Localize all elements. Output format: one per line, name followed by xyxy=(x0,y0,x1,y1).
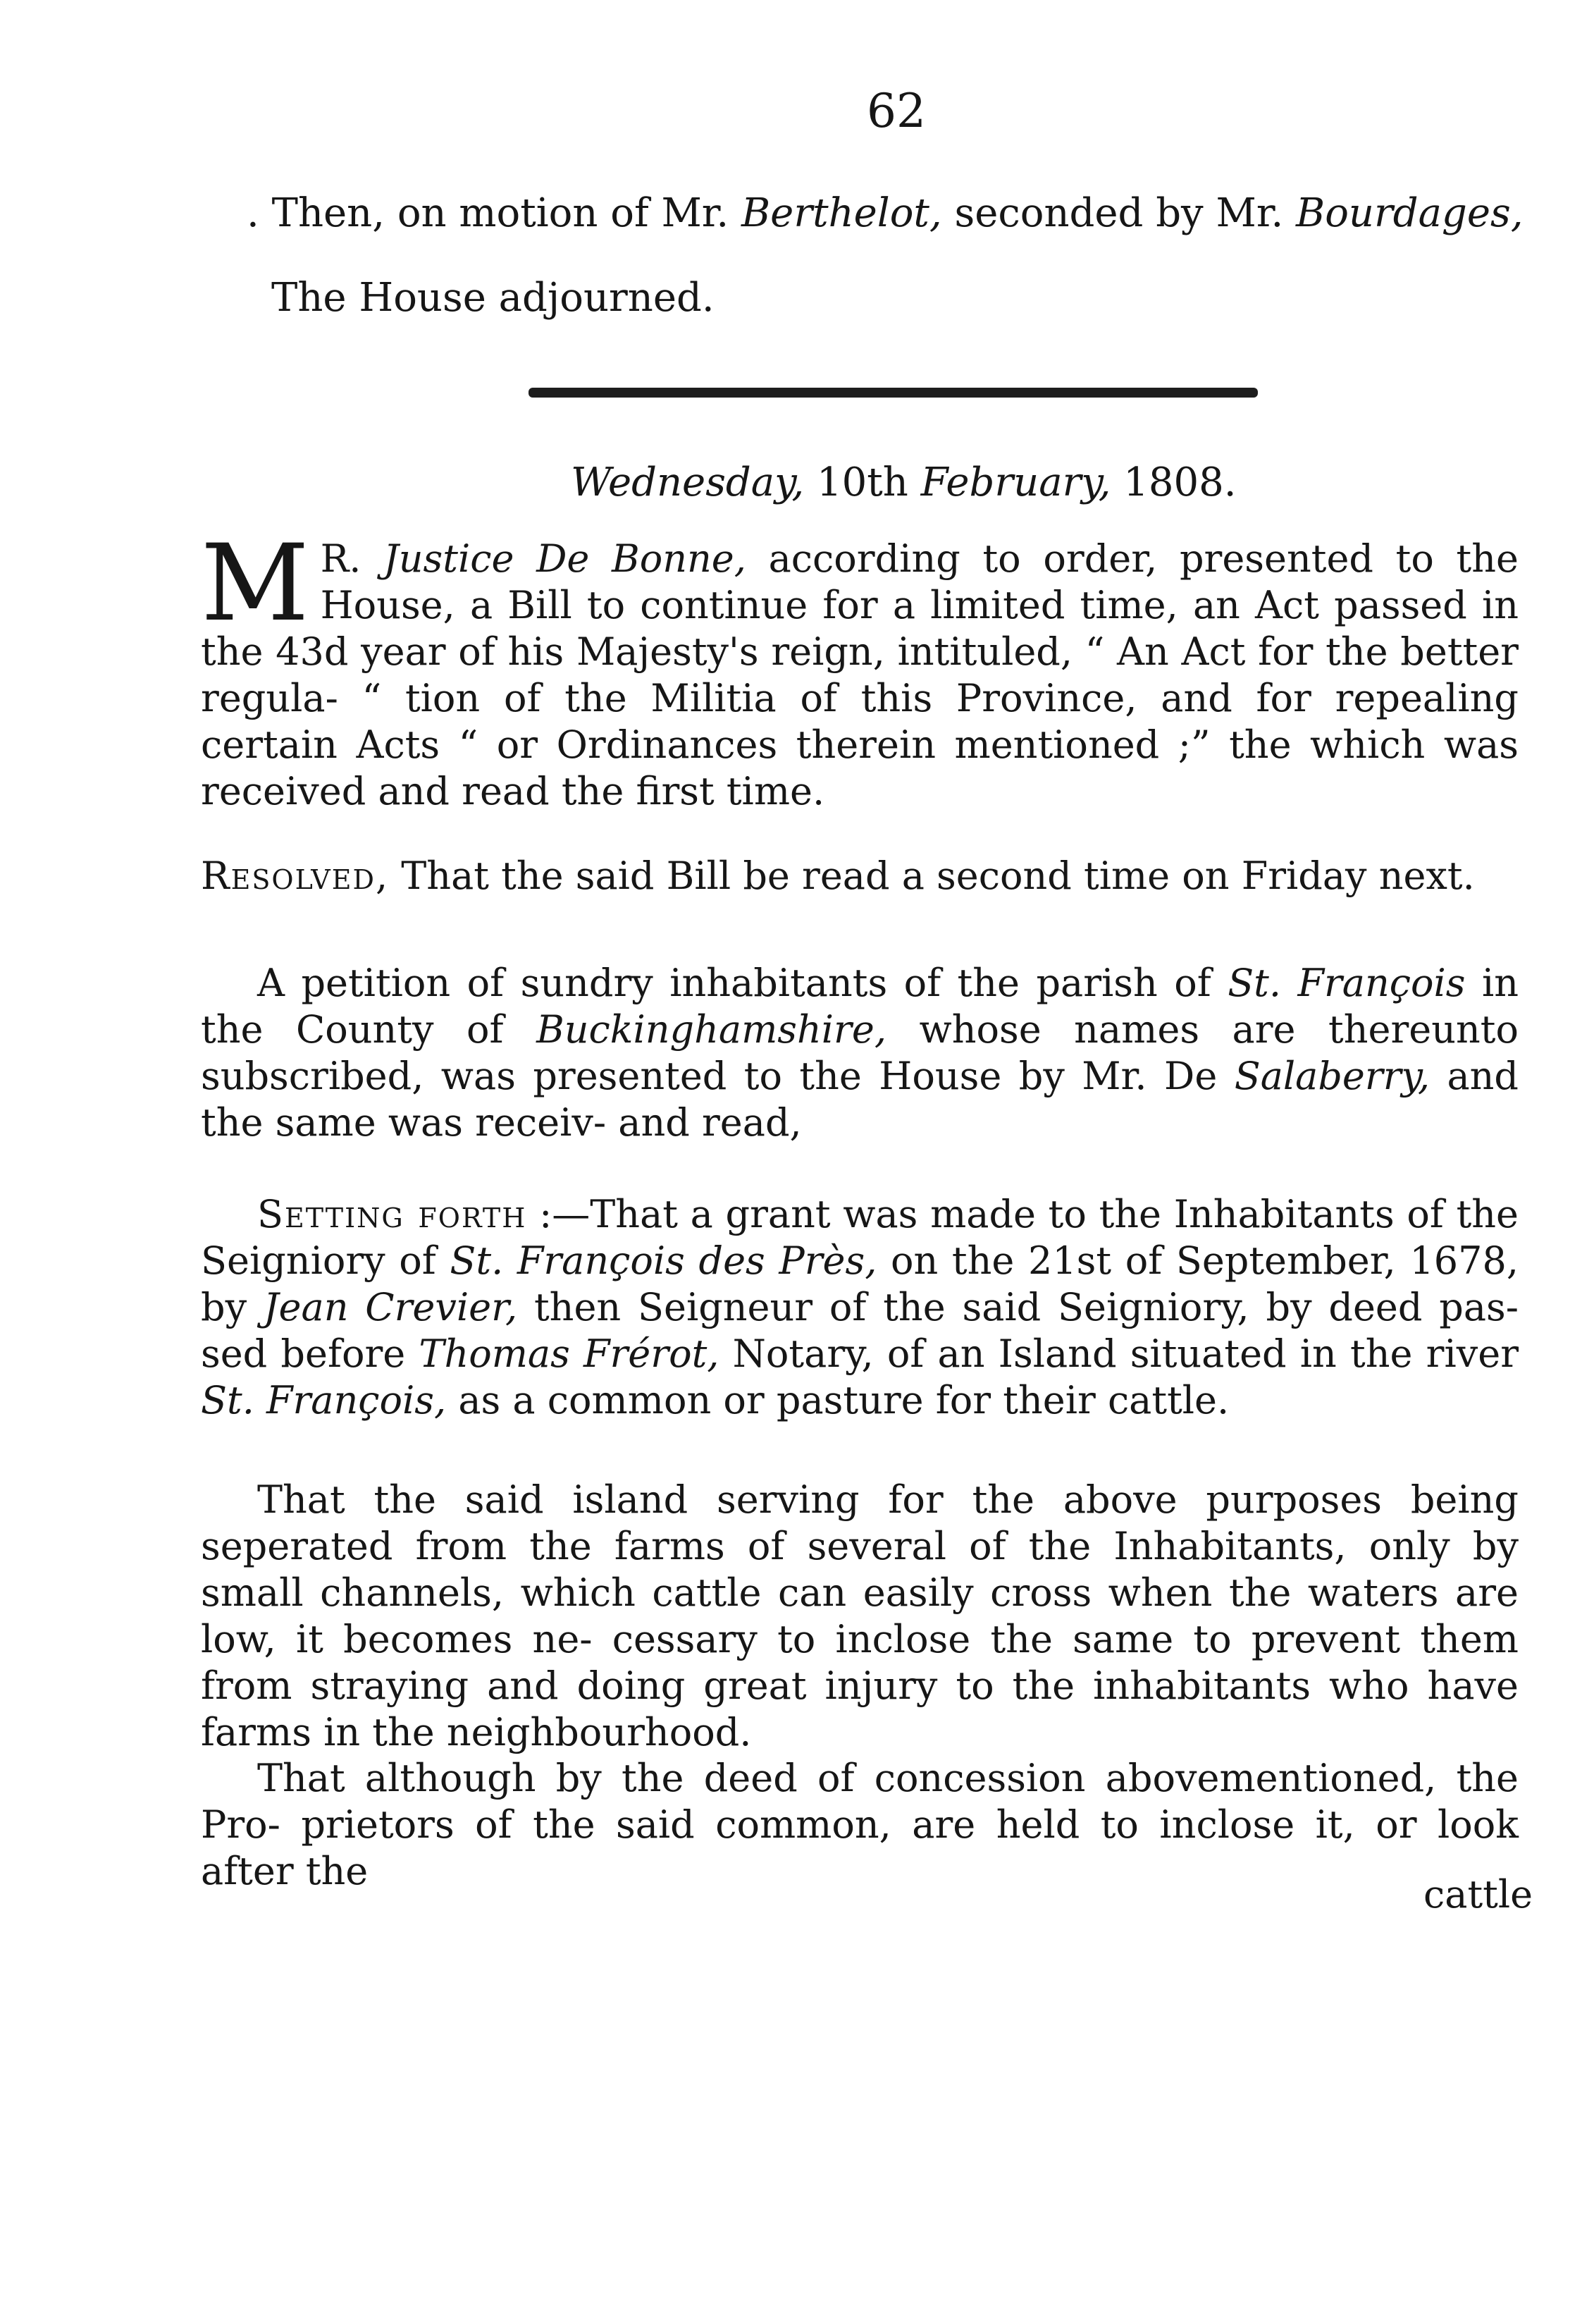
county-name: Buckinghamshire, xyxy=(536,1007,886,1052)
para3-text-4: Notary, of an Island situated in the river xyxy=(719,1332,1519,1376)
section-divider-rule xyxy=(529,388,1258,398)
para3-text-3: then Seigneur of the said Seigniory, by deed pas- sed before xyxy=(201,1285,1519,1376)
house-adjourned-line: The House adjourned. xyxy=(271,275,715,321)
paragraph-deed-concession xyxy=(201,1755,1519,1895)
para5-text: That although by the deed of concession abovementioned, the Pro- prietors of the said common, are held to inclose it, or look after the xyxy=(201,1756,1519,1893)
judge-name: Justice De Bonne, xyxy=(383,536,746,581)
catchword: cattle xyxy=(1423,1872,1533,1917)
para4-text: That the said island serving for the above purposes being seperated from the farms of several of the Inhabitants, only by small channels, which cattle can easily cross when the waters are low, it becomes ne- cessary to inclose the same to prevent them from straying and doing great injury to the inhabitants who have farms in the neighbourhood. xyxy=(201,1477,1519,1754)
member-name-berthelot: Berthelot, xyxy=(741,190,942,236)
paragraph-island-channels xyxy=(201,1477,1519,1756)
date-heading xyxy=(571,458,1237,508)
resolved-text: That the said Bill be read a second time on Friday next. xyxy=(389,854,1475,898)
para2-text-1: A petition of sundry inhabitants of the parish of xyxy=(257,961,1228,1005)
paragraph-petition xyxy=(201,960,1519,1146)
resolved-label: Resolved, xyxy=(201,854,390,898)
date-year: 1808. xyxy=(1123,460,1237,505)
para2-text-2: in the County of xyxy=(201,961,1519,1052)
seigniory-name: St. François des Près, xyxy=(450,1238,877,1283)
para1-r: R. xyxy=(320,536,384,581)
page-number: 62 xyxy=(867,84,926,138)
parish-name: St. François xyxy=(1228,961,1466,1005)
opening-text-2: seconded by Mr. xyxy=(941,190,1297,236)
setting-forth-label: Setting forth xyxy=(257,1192,527,1236)
member-name-salaberry: Salaberry, xyxy=(1234,1054,1430,1098)
para2-text-3: whose names are thereunto subscribed, was presented to the House by Mr. De xyxy=(201,1007,1519,1098)
river-name: St. François, xyxy=(201,1378,447,1422)
opening-text-1: . Then, on motion of Mr. xyxy=(247,190,742,236)
member-name-bourdages: Bourdages, xyxy=(1296,190,1524,236)
para3-text-2: on the 21st of September, 1678, by xyxy=(201,1238,1519,1329)
para3-text-5: as a common or pasture for their cattle. xyxy=(446,1378,1230,1422)
para1-body: according to order, presented to the House, a Bill to continue for a limited time, an Act passed in the 43d year of his Majesty's reign, intituled, “ An Act for the better regula- “ tion of the Militia of this Province, and for repealing certain Acts “ or Ordinances therein mentioned ;” the which was received and read the first time. xyxy=(201,536,1519,813)
paragraph-bill-presented xyxy=(201,522,1519,815)
date-month: February, xyxy=(920,460,1111,505)
date-weekday: Wednesday, xyxy=(571,460,805,505)
para2-text-4: and the same was receiv- and read, xyxy=(201,1054,1519,1145)
drop-cap: M xyxy=(201,522,309,645)
seigneur-name: Jean Crevier, xyxy=(263,1285,518,1329)
opening-motion-line xyxy=(247,189,1524,238)
date-day: 10th xyxy=(816,460,908,505)
paragraph-resolved xyxy=(201,853,1519,899)
para3-text-1: :—That a grant was made to the Inhabitants of the Seigniory of xyxy=(201,1192,1519,1283)
notary-name: Thomas Frérot, xyxy=(419,1332,719,1376)
paragraph-setting-forth xyxy=(201,1191,1519,1424)
